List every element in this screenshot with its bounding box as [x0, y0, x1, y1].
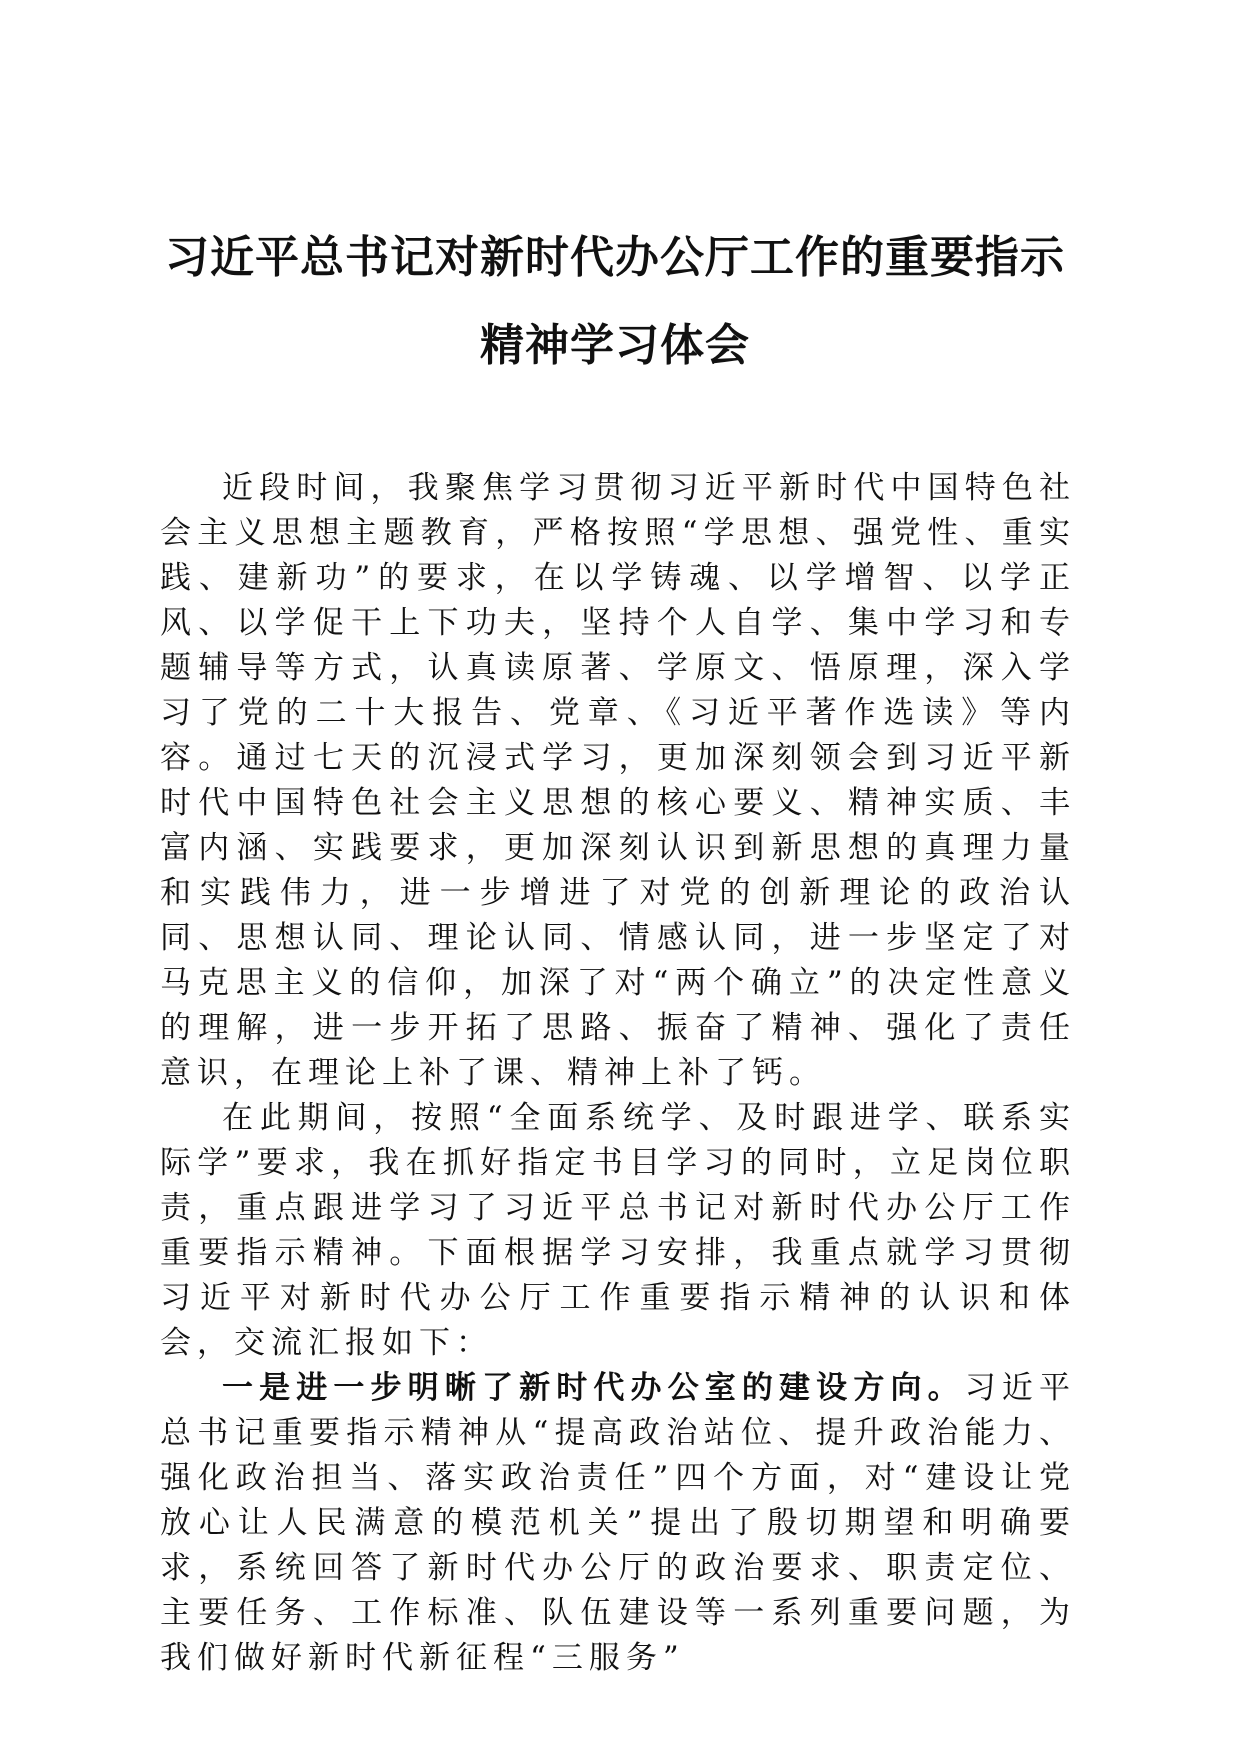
paragraph-2-text: 在此期间，按照“全面系统学、及时跟进学、联系实际学”要求，我在抓好指定书目学习的同时，立足岗位职责，重点跟进学习了习近平总书记对新时代办公厅工作重要指示精神。下面根据学习安排，我重点就学习贯彻习近平对新时代办公厅工作重要指示精神的认识和体会，交流汇报如下： — [160, 1100, 1076, 1361]
paragraph-3 — [160, 1366, 1076, 1681]
paragraph-1-text: 近段时间，我聚焦学习贯彻习近平新时代中国特色社会主义思想主题教育，严格按照“学思想、强党性、重实践、建新功”的要求，在以学铸魂、以学增智、以学正风、以学促干上下功夫，坚持个人自学、集中学习和专题辅导等方式，认真读原著、学原文、悟原理，深入学习了党的二十大报告、党章、《习近平著作选读》等内容。通过七天的沉浸式学习，更加深刻领会到习近平新时代中国特色社会主义思想的核心要义、精神实质、丰富内涵、实践要求，更加深刻认识到新思想的真理力量和实践伟力，进一步增进了对党的创新理论的政治认同、思想认同、理论认同、情感认同，进一步坚定了对马克思主义的信仰，加深了对“两个确立”的决定性意义的理解，进一步开拓了思路、振奋了精神、强化了责任意识，在理论上补了课、精神上补了钙。 — [160, 470, 1076, 1091]
document-title — [150, 214, 1080, 390]
title-line-1: 习近平总书记对新时代办公厅工作的重要指示 — [165, 232, 1065, 283]
title-line-2: 精神学习体会 — [480, 320, 750, 371]
paragraph-3-text: 习近平总书记重要指示精神从“提高政治站位、提升政治能力、强化政治担当、落实政治责任”四个方面，对“建设让党放心让人民满意的模范机关”提出了殷切期望和明确要求，系统回答了新时代办公厅的政治要求、职责定位、主要任务、工作标准、队伍建设等一系列重要问题，为我们做好新时代新征程“三服务” — [160, 1370, 1077, 1676]
paragraph-3-lead: 一是进一步明晰了新时代办公室的建设方向。 — [222, 1370, 965, 1406]
document-body — [160, 466, 1076, 1681]
paragraph-1 — [160, 466, 1076, 1096]
paragraph-2 — [160, 1096, 1076, 1366]
